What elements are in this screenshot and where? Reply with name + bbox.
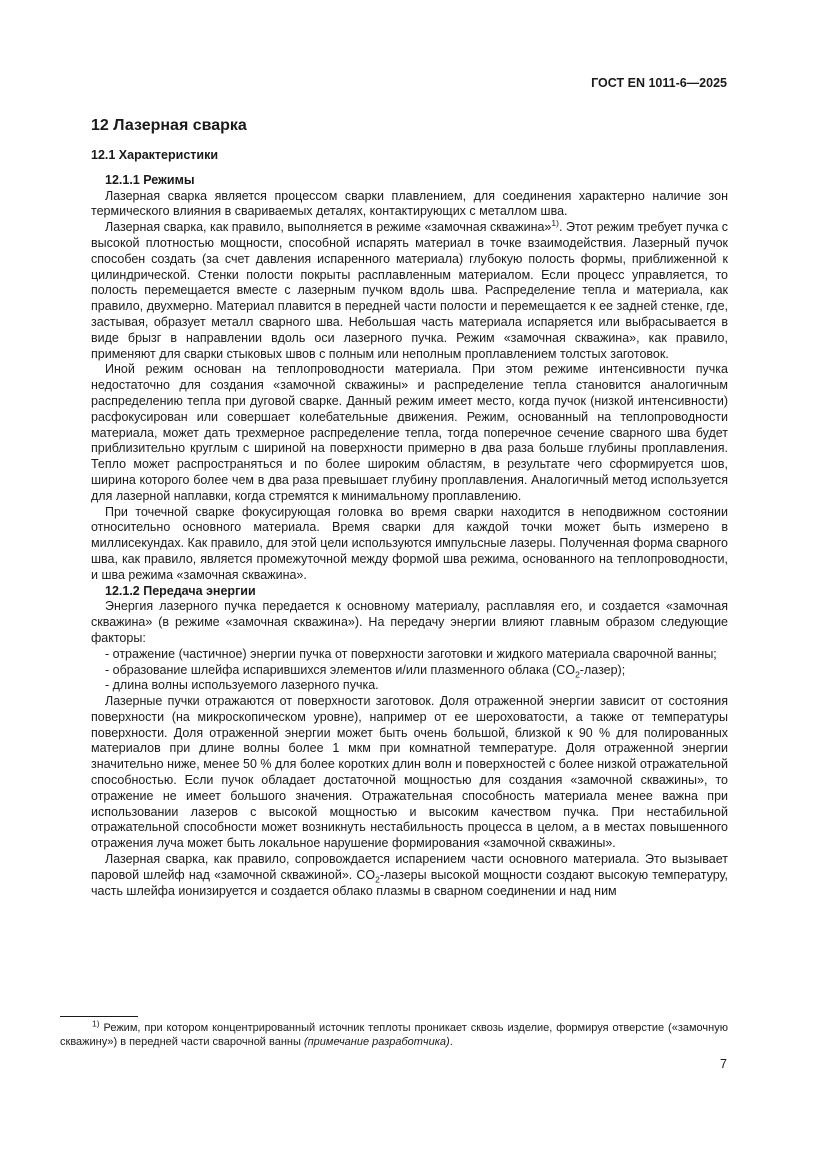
- paragraph: Лазерная сварка является процессом сварки плавлением, для соединения характерно наличие зон термического влияния в свариваемых деталях, контактирующих с металлом шва.: [91, 188, 728, 219]
- footnote-divider: [60, 1016, 138, 1017]
- document-code: ГОСТ EN 1011-6—2025: [591, 76, 727, 90]
- paragraph: Энергия лазерного пучка передается к основному материалу, расплавляя его, и создается «замочная скважина» (в режиме «замочная скважина»). На передачу энергии влияют главным образом следующие факторы:: [91, 599, 728, 645]
- subsubsection-title-energy: 12.1.2 Передача энергии: [105, 583, 256, 598]
- page-content: [91, 116, 728, 899]
- footnote-note: (примечание разработчика): [303, 1036, 450, 1048]
- footnote-ref: 1): [551, 218, 559, 229]
- section-title: 12 Лазерная сварка: [91, 117, 247, 134]
- paragraph: Лазерные пучки отражаются от поверхности заготовок. Доля отраженной энергии зависит от состояния поверхности (на микроскопическом уровне), например от ее шероховатости, а также от температуры поверхности. Доля отраженной энергии может быть очень большой, близкой к 90 % для полированных материалов при длине волны более 1 мкм при комнатной температуре. Доля отраженной энергии значительно ниже, менее 50 % для более коротких длин волн и поверхностей с более низкой отражательной способностью. Если пучок обладает достаточной мощностью для создания «замочной скважины», то отражение не имеет большого значения. Отражательная способность материала менее важна при использовании лазеров с высокой мощностью и высоким качеством пучка. При нестабильной отражательной способности может возникнуть нестабильность процесса в целом, а в местах повышенного отражения луча может быть локальное нарушение формирования «замочной скважины».: [91, 694, 728, 851]
- paragraph: Иной режим основан на теплопроводности материала. При этом режиме интенсивности пучка недостаточно для создания «замочной скважины» и распределение тепла становится аналогичным распределению тепла при дуговой сварке. Данный режим имеет место, когда пучок (низкой интенсивности) расфокусирован или совершает колебательные движения. Режим, основанный на теплопроводности материала, может дать трехмерное распределение тепла, тогда поперечное сечение сварного шва будет приблизительно круглым с шириной на поверхности примерно в два раза больше глубины проплавления. Тепло может распространяться и по более широким областям, в результате чего сформируется шов, ширина которого более чем в два раза превышает глубину проплавления. Аналогичный метод используется для лазерной наплавки, когда стремятся к минимальному проплавлению.: [91, 362, 728, 503]
- subsection-title: 12.1 Характеристики: [91, 148, 219, 162]
- list-item: - длина волны используемого лазерного пучка.: [105, 678, 379, 693]
- list-item: - образование шлейфа испарившихся элементов и/или плазменного облака $(CO_2-лазер)$;: [105, 662, 626, 679]
- paragraph-keyhole: Лазерная сварка, как правило, выполняется в режиме «замочная скважина»$^{1)}$. Этот режим требует пучка с высокой плотностью мощности, способной испарять материал в точке взаимодействия. Лазерный пучок способен создать (за счет давления испаренного материала) глубокую полость формы, приближенной к цилиндрической. Стенки полости покрыты расплавленным материалом. Если процесс управляется, то полость перемещается вместе с лазерным пучком вдоль шва. Распределение тепла и материала, как правило, двухмерно. Материал плавится в передней части полости и перемещается к ее задней стенке, где, застывая, образует металл сварного шва. Небольшая часть материала испаряется или выбрасывается в виде брызг в направлении вдоль оси лазерного пучка. Режим «замочная скважина», как правило, применяют для сварки стыковых швов с полным или неполным проплавлением толстых заготовок.: [91, 218, 728, 361]
- list-item: - отражение (частичное) энергии пучка от поверхности заготовки и жидкого материала сварочной ванны;: [105, 646, 717, 661]
- paragraph: Лазерная сварка, как правило, сопровождается испарением части основного материала. Это вызывает паровой шлейф над «замочной скважиной». $CO_2$-лазеры высокой мощности создают высокую температуру, часть шлейфа ионизируется и создается облако плазмы в сварном соединении и над ним: [91, 852, 728, 898]
- footnote: $^{1)}$ Режим, при котором концентрированный источник теплоты проникает сквозь изделие, формируя отверстие («замочную скважину») в передней части сварочной ванны (примечание разработчика).: [60, 1018, 728, 1048]
- subsubsection-title-modes: 12.1.1 Режимы: [105, 172, 195, 187]
- paragraph: При точечной сварке фокусирующая головка во время сварки находится в неподвижном состоянии относительно основного материала. Время сварки для каждой точки может быть измерено в миллисекундах. Как правило, для этой цели используются импульсные лазеры. Полученная форма сварного шва, как правило, является промежуточной между формой шва режима, основанного на теплопроводности, и шва режима «замочная скважина».: [91, 504, 728, 582]
- page-number: 7: [720, 1057, 727, 1071]
- footnote-marker: 1): [92, 1018, 100, 1029]
